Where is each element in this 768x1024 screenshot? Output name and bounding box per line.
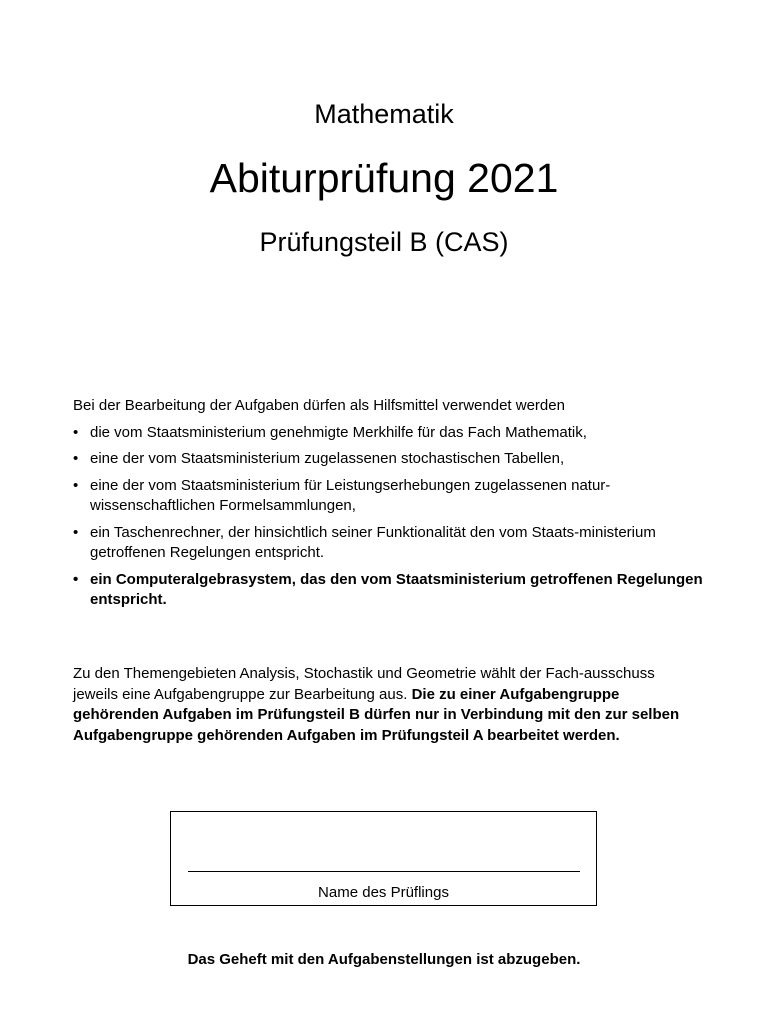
aid-item-merkhilfe: • die vom Staatsministerium genehmigte Merkhilfe für das Fach Mathematik, xyxy=(73,423,703,444)
aid-item-tables: • eine der vom Staatsministerium zugelassenen stochastischen Tabellen, xyxy=(73,449,703,470)
aids-section xyxy=(73,396,703,617)
name-label: Name des Prüflings xyxy=(318,884,449,901)
return-booklet-note: Das Geheft mit den Aufgabenstellungen ist abzugeben. xyxy=(187,951,581,968)
selection-bold-text: Die zu einer Aufgabengruppe gehörenden Aufgaben im Prüfungsteil B dürfen nur in Verbindung mit den zur selben Aufgabengruppe gehörenden Aufgaben im Prüfungsteil A bearbeitet werden. xyxy=(73,685,680,744)
aid-item-formula-collection: • eine der vom Staatsministerium für Leistungserhebungen zugelassenen natur-wissenschaftlichen Formelsammlungen, xyxy=(73,476,703,517)
aids-intro: Bei der Bearbeitung der Aufgaben dürfen als Hilfsmittel verwendet werden xyxy=(73,397,565,414)
selection-normal-text: Zu den Themengebieten Analysis, Stochastik und Geometrie wählt der Fach-ausschuss jeweils eine Aufgabengruppe zur Bearbeitung aus. xyxy=(73,665,655,703)
aids-list xyxy=(73,423,703,611)
task-selection-paragraph xyxy=(73,664,703,746)
aid-item-calculator: • ein Taschenrechner, der hinsichtlich seiner Funktionalität den vom Staats-ministerium getroffenen Regelungen entspricht. xyxy=(73,523,703,564)
name-signature-line xyxy=(188,871,580,872)
exam-part-heading: Prüfungsteil B (CAS) xyxy=(259,227,509,257)
exam-title: Abiturprüfung 2021 xyxy=(209,155,559,201)
candidate-name-box xyxy=(170,811,597,906)
aid-item-cas: • ein Computeralgebrasystem, das den vom Staatsministerium getroffenen Regelungen entspricht. xyxy=(73,570,703,611)
subject-heading: Mathematik xyxy=(314,99,454,129)
